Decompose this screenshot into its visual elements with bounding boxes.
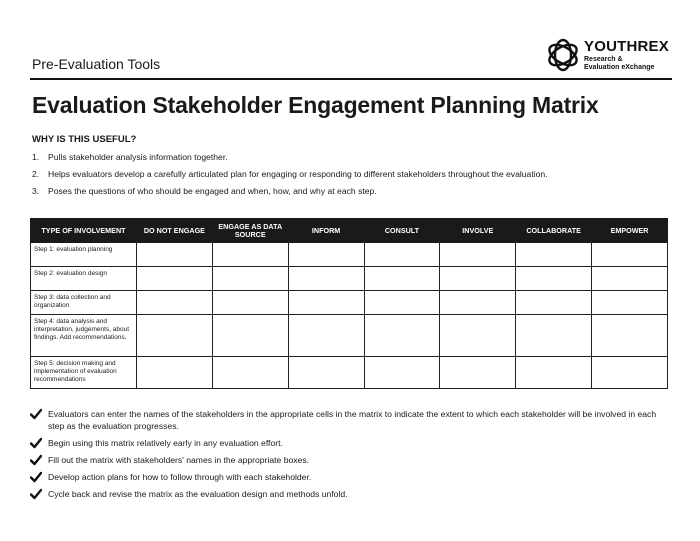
column-header-collaborate: COLLABORATE <box>516 219 592 243</box>
column-header-empower: EMPOWER <box>592 219 668 243</box>
matrix-cell[interactable] <box>440 315 516 357</box>
step-label: Step 3: data collection and organization <box>31 291 137 315</box>
table-row <box>31 243 668 267</box>
matrix-cell[interactable] <box>137 267 213 291</box>
matrix-cell[interactable] <box>288 243 364 267</box>
checklist-item-text: Evaluators can enter the names of the stakeholders in the appropriate cells in the matrix to indicate the extent to which each stakeholder will be involved in each step as the evaluation progresses. <box>48 409 657 431</box>
checkmark-icon <box>30 471 42 483</box>
matrix-cell[interactable] <box>440 357 516 389</box>
section-title: Pre-Evaluation Tools <box>32 56 161 72</box>
column-header-consult: CONSULT <box>364 219 440 243</box>
matrix-cell[interactable] <box>137 357 213 389</box>
matrix-cell[interactable] <box>440 267 516 291</box>
matrix-cell[interactable] <box>364 291 440 315</box>
matrix-cell[interactable] <box>364 357 440 389</box>
column-header-do-not-engage: DO NOT ENGAGE <box>137 219 213 243</box>
matrix-cell[interactable] <box>288 357 364 389</box>
matrix-cell[interactable] <box>212 291 288 315</box>
matrix-cell[interactable] <box>440 291 516 315</box>
checkmark-icon <box>30 437 42 449</box>
column-header-engage-as-data-source: ENGAGE AS DATA SOURCE <box>212 219 288 243</box>
checklist-item-text: Develop action plans for how to follow through with each stakeholder. <box>48 472 312 482</box>
why-list <box>32 151 672 202</box>
matrix-cell[interactable] <box>364 315 440 357</box>
matrix-cell[interactable] <box>288 315 364 357</box>
matrix-cell[interactable] <box>516 291 592 315</box>
matrix-cell[interactable] <box>592 291 668 315</box>
matrix-cell[interactable] <box>212 267 288 291</box>
matrix-cell[interactable] <box>137 315 213 357</box>
matrix-cell[interactable] <box>288 267 364 291</box>
header-divider <box>30 78 672 80</box>
step-label: Step 1: evaluation planning <box>31 243 137 267</box>
step-label: Step 4: data analysis and interpretation, judgements, about findings. Add recommendations. <box>31 315 137 357</box>
matrix-cell[interactable] <box>364 267 440 291</box>
matrix-cell[interactable] <box>364 243 440 267</box>
matrix-cell[interactable] <box>212 357 288 389</box>
matrix-cell[interactable] <box>288 291 364 315</box>
table-row <box>31 315 668 357</box>
checklist-item <box>30 408 670 432</box>
why-item-text: Poses the questions of who should be engaged and when, how, and why at each step. <box>48 186 377 196</box>
matrix-cell[interactable] <box>137 243 213 267</box>
why-item-number: 1. <box>32 152 40 162</box>
matrix-cell[interactable] <box>516 357 592 389</box>
checklist-item-text: Cycle back and revise the matrix as the evaluation design and methods unfold. <box>48 489 348 499</box>
matrix-cell[interactable] <box>516 243 592 267</box>
checklist-item <box>30 437 670 449</box>
engagement-matrix <box>30 218 668 389</box>
checklist-item-text: Fill out the matrix with stakeholders' names in the appropriate boxes. <box>48 455 310 465</box>
logo-name: YOUTHREX <box>584 38 669 55</box>
checklist-item <box>30 471 670 483</box>
logo-subtitle-line-2: Evaluation eXchange <box>584 64 655 71</box>
page-title: Evaluation Stakeholder Engagement Planning Matrix <box>32 92 599 118</box>
column-header-involve: INVOLVE <box>440 219 516 243</box>
matrix-cell[interactable] <box>516 267 592 291</box>
youthrex-rings-logo-icon <box>545 37 581 73</box>
table-row <box>31 291 668 315</box>
why-heading: WHY IS THIS USEFUL? <box>32 134 137 145</box>
matrix-header-row <box>31 219 668 243</box>
tips-checklist <box>30 408 670 505</box>
column-header-inform: INFORM <box>288 219 364 243</box>
table-row <box>31 357 668 389</box>
step-label: Step 5: decision making and implementation of evaluation recommendations <box>31 357 137 389</box>
column-header-type-of-involvement: TYPE OF INVOLVEMENT <box>31 219 137 243</box>
checkmark-icon <box>30 454 42 466</box>
why-list-item <box>32 151 672 168</box>
matrix-cell[interactable] <box>592 357 668 389</box>
checklist-item-text: Begin using this matrix relatively early in any evaluation effort. <box>48 438 283 448</box>
matrix-cell[interactable] <box>592 267 668 291</box>
why-item-number: 3. <box>32 186 40 196</box>
matrix-cell[interactable] <box>592 243 668 267</box>
matrix-cell[interactable] <box>137 291 213 315</box>
matrix-cell[interactable] <box>516 315 592 357</box>
step-label: Step 2: evaluation design <box>31 267 137 291</box>
matrix-cell[interactable] <box>592 315 668 357</box>
why-item-number: 2. <box>32 169 40 179</box>
table-row <box>31 267 668 291</box>
matrix-cell[interactable] <box>212 243 288 267</box>
matrix-cell[interactable] <box>212 315 288 357</box>
matrix-cell[interactable] <box>440 243 516 267</box>
checklist-item <box>30 488 670 500</box>
youthrex-logo <box>545 37 675 75</box>
why-item-text: Pulls stakeholder analysis information together. <box>48 152 228 162</box>
why-list-item <box>32 168 672 185</box>
checkmark-icon <box>30 408 42 420</box>
logo-subtitle-line-1: Research & <box>584 56 623 63</box>
why-item-text: Helps evaluators develop a carefully articulated plan for engaging or responding to different stakeholders throughout the evaluation. <box>48 169 548 179</box>
why-list-item <box>32 185 672 202</box>
checklist-item <box>30 454 670 466</box>
checkmark-icon <box>30 488 42 500</box>
